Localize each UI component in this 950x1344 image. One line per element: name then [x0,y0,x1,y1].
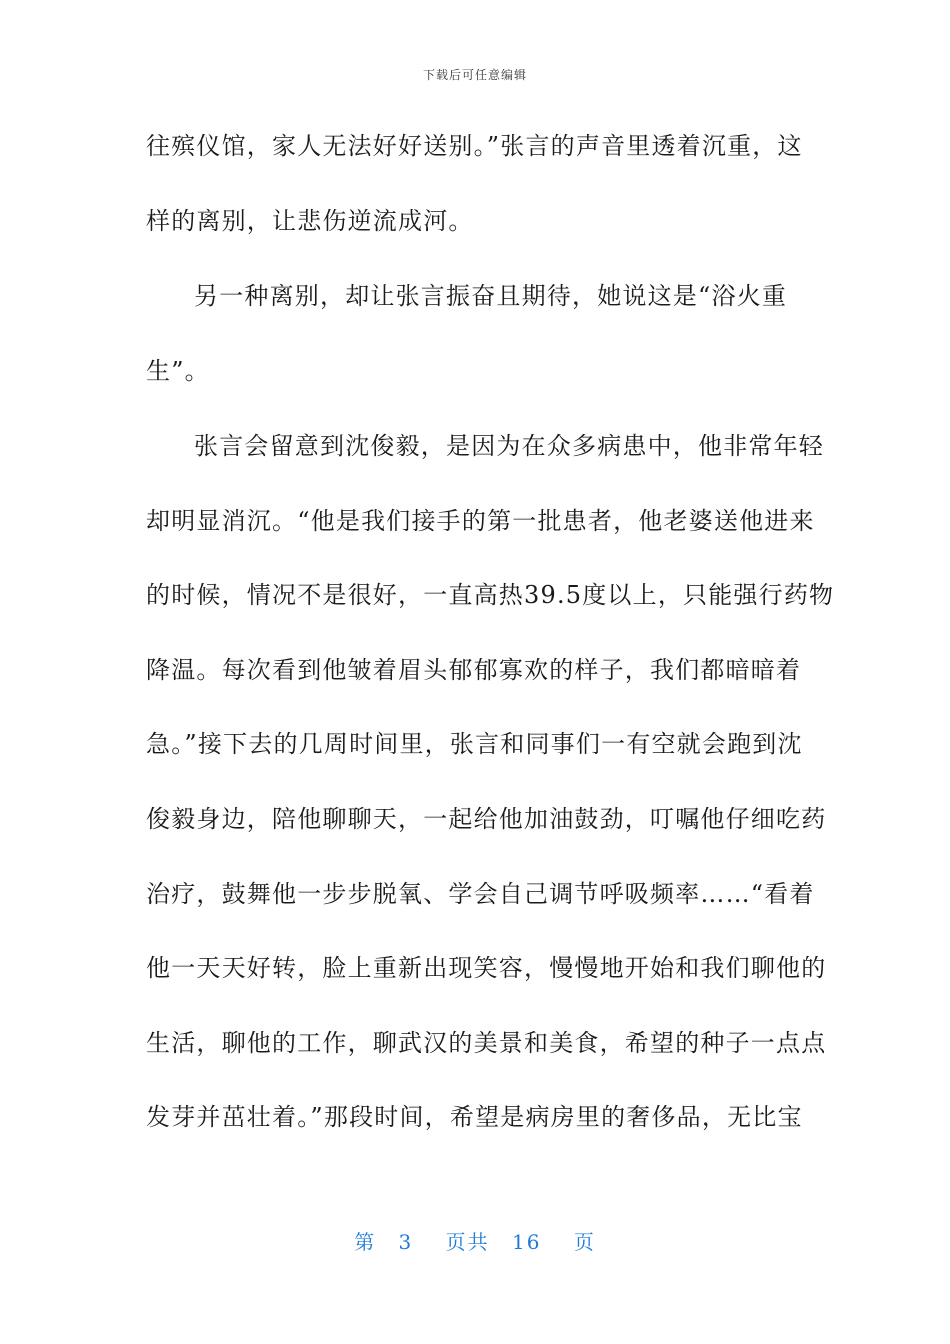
page-label-middle: 页共 [445,1230,490,1254]
header-note: 下载后可任意编辑 [422,68,527,82]
text-line: 另一种离别，却让张言振奋且期待，她说这是“浴火重 [194,282,788,310]
text-line: 的时候，情况不是很好，一直高热39.5度以上，只能强行药物 [146,581,835,609]
text-line: 降温。每次看到他皱着眉头郁郁寡欢的样子，我们都暗暗着 [146,656,802,684]
page-number-footer [0,1226,950,1255]
text-line: 往殡仪馆，家人无法好好送别。”张言的声音里透着沉重，这 [146,132,803,160]
text-line: 张言会留意到沈俊毅，是因为在众多病患中，他非常年轻 [194,432,824,460]
text-line: 治疗，鼓舞他一步步脱氧、学会自己调节呼吸频率……“看着 [146,880,815,908]
page-total: 16 [512,1230,542,1254]
text-line: 发芽并茁壮着。”那段时间，希望是病房里的奢侈品，无比宝 [146,1103,803,1131]
text-line: 生活，聊他的工作，聊武汉的美景和美食，希望的种子一点点 [146,1029,827,1057]
text-line: 生”。 [146,357,210,385]
text-line: 样的离别，让悲伤逆流成河。 [146,207,474,235]
text-line: 却明显消沉。“他是我们接手的第一批患者，他老婆送他进来 [146,507,815,535]
page-label-suffix: 页 [573,1230,596,1254]
text-line: 他一天天好转，脸上重新出现笑容，慢慢地开始和我们聊他的 [146,954,827,982]
page-current: 3 [398,1230,414,1254]
text-line: 急。”接下去的几周时间里，张言和同事们一有空就会跑到沈 [146,730,803,758]
text-line: 俊毅身边，陪他聊聊天，一起给他加油鼓劲，叮嘱他仔细吃药 [146,805,827,833]
page-label-prefix: 第 [354,1230,377,1254]
